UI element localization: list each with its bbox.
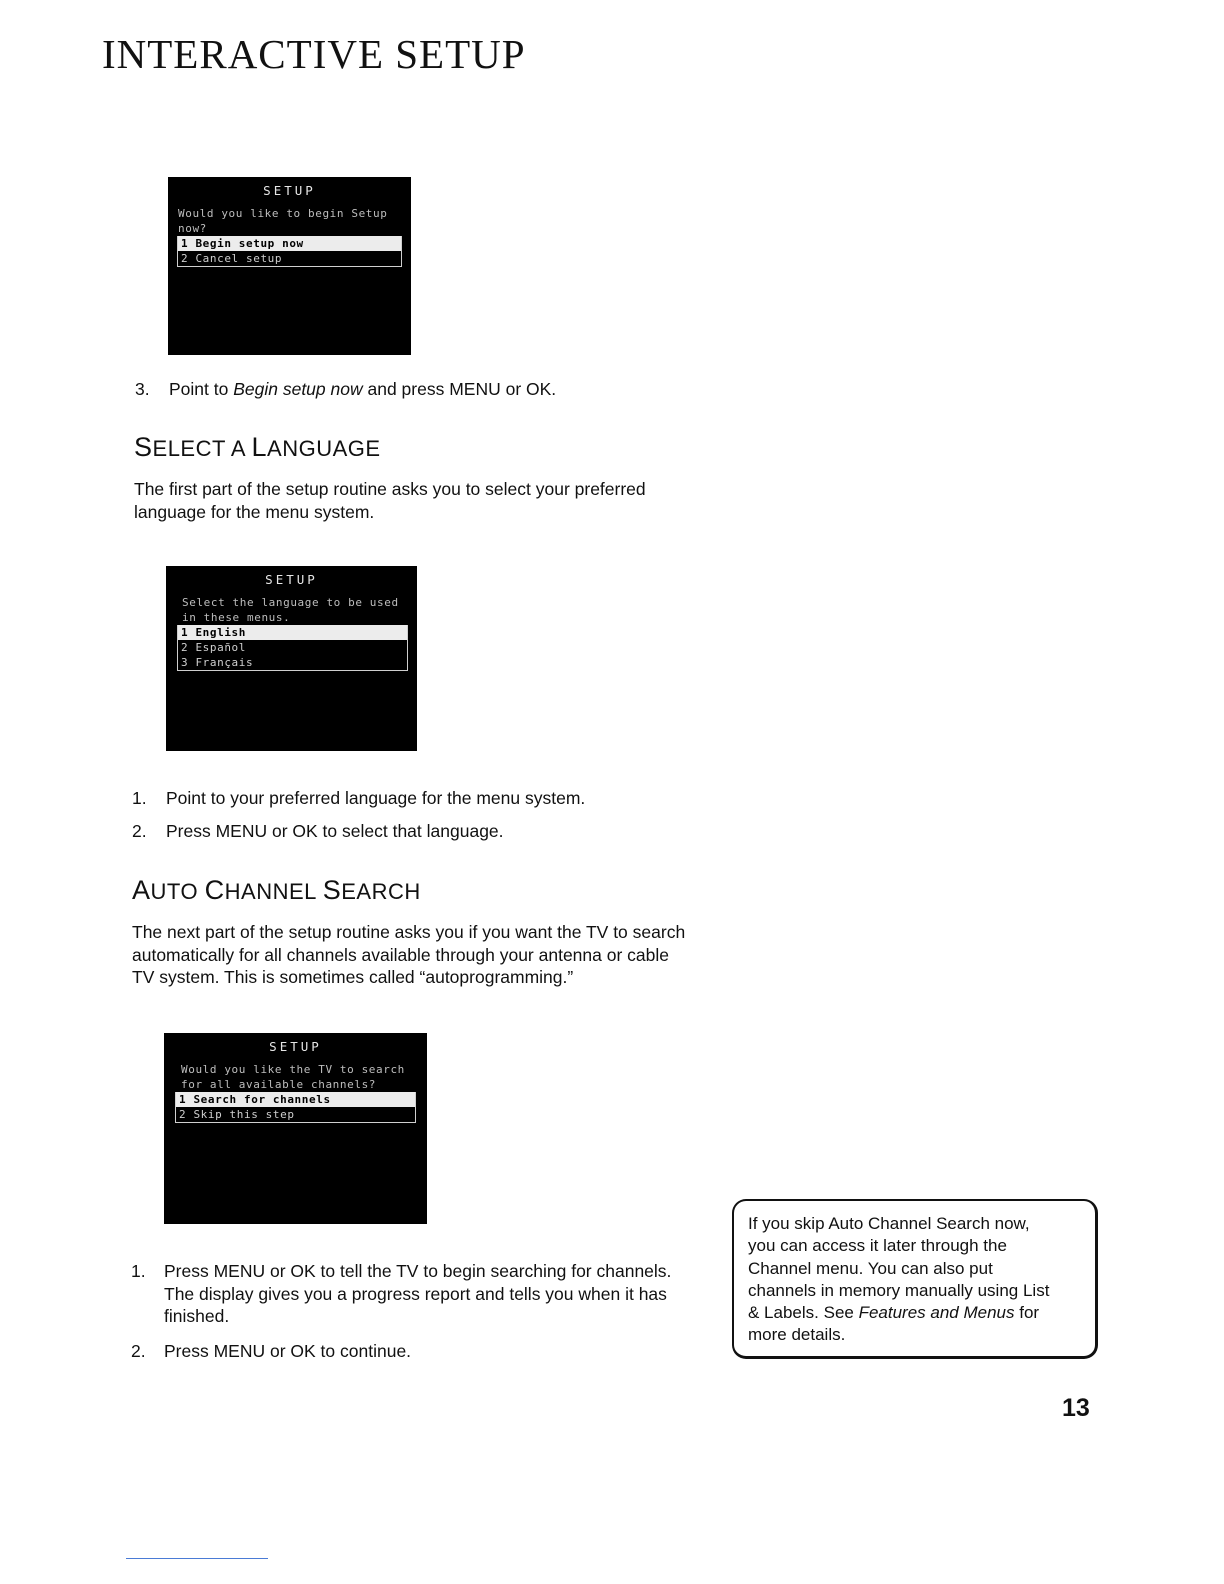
language-menu: [177, 625, 408, 671]
menu-option-espanol[interactable]: 2 Español: [181, 641, 247, 654]
setup-screen-channel-search: [164, 1033, 427, 1224]
screen-title: SETUP: [265, 572, 318, 587]
step-text: Press MENU or OK to tell the TV to begin searching for channels. The display gives you a progress report and tells you when it has finished.: [164, 1261, 672, 1326]
menu-option-cancel-setup[interactable]: 2 Cancel setup: [181, 252, 283, 265]
menu-option-search-channels[interactable]: 1 Search for channels: [176, 1092, 415, 1107]
language-intro: The first part of the setup routine asks you to select your preferred language for the menu system.: [134, 479, 646, 522]
step-number: 1.: [131, 1261, 146, 1281]
step-text: Point to your preferred language for the menu system.: [166, 788, 586, 808]
channel-search-menu: [175, 1092, 416, 1123]
channel-intro: The next part of the setup routine asks you if you want the TV to search automatically for all channels available through your antenna or cable TV system. This is sometimes called “autoprogramming.”: [132, 922, 686, 987]
screen-title: SETUP: [269, 1039, 322, 1054]
menu-option-skip-step[interactable]: 2 Skip this step: [179, 1108, 295, 1121]
menu-option-francais[interactable]: 3 Français: [181, 656, 254, 669]
channel-step-1: [131, 1260, 731, 1330]
page-number: 13: [1062, 1394, 1090, 1422]
step-number: 2.: [131, 1341, 146, 1361]
footer-rule: [126, 1558, 268, 1559]
step-text: Press MENU or OK to select that language.: [166, 821, 504, 841]
section-heading-select-language: SELECT A LANGUAGE: [134, 432, 381, 462]
note-box: [732, 1199, 1098, 1359]
screen-prompt: Would you like to begin Setup now?: [178, 207, 388, 235]
section-heading-auto-channel-search: AUTO CHANNEL SEARCH: [132, 875, 421, 905]
screen-title: SETUP: [263, 183, 316, 198]
setup-screen-language: [166, 566, 417, 751]
note-text: If you skip Auto Channel Search now, you can access it later through the Channel menu. You can also put channels in memory manually using List & Labels. See Features and Menus for more details.: [748, 1214, 1050, 1345]
setup-screen-begin: [168, 177, 411, 355]
step-text: Press MENU or OK to continue.: [164, 1341, 412, 1361]
screen-prompt: Select the language to be used in these menus.: [182, 596, 399, 624]
language-step-1: [132, 787, 832, 811]
step-begin-setup: [134, 378, 834, 402]
language-step-2: [132, 820, 832, 844]
screen-prompt: Would you like the TV to search for all available channels?: [181, 1063, 405, 1091]
step-number: 2.: [132, 821, 147, 841]
step-number: 1.: [132, 788, 147, 808]
step-number: 3.: [135, 379, 150, 399]
menu-option-begin-setup[interactable]: 1 Begin setup now: [178, 236, 401, 251]
channel-step-2: [131, 1340, 731, 1364]
step-text: Point to Begin setup now and press MENU or OK.: [169, 379, 557, 399]
page-title: INTERACTIVE SETUP: [102, 31, 526, 77]
setup-menu: [177, 236, 402, 267]
menu-option-english[interactable]: 1 English: [178, 625, 407, 640]
